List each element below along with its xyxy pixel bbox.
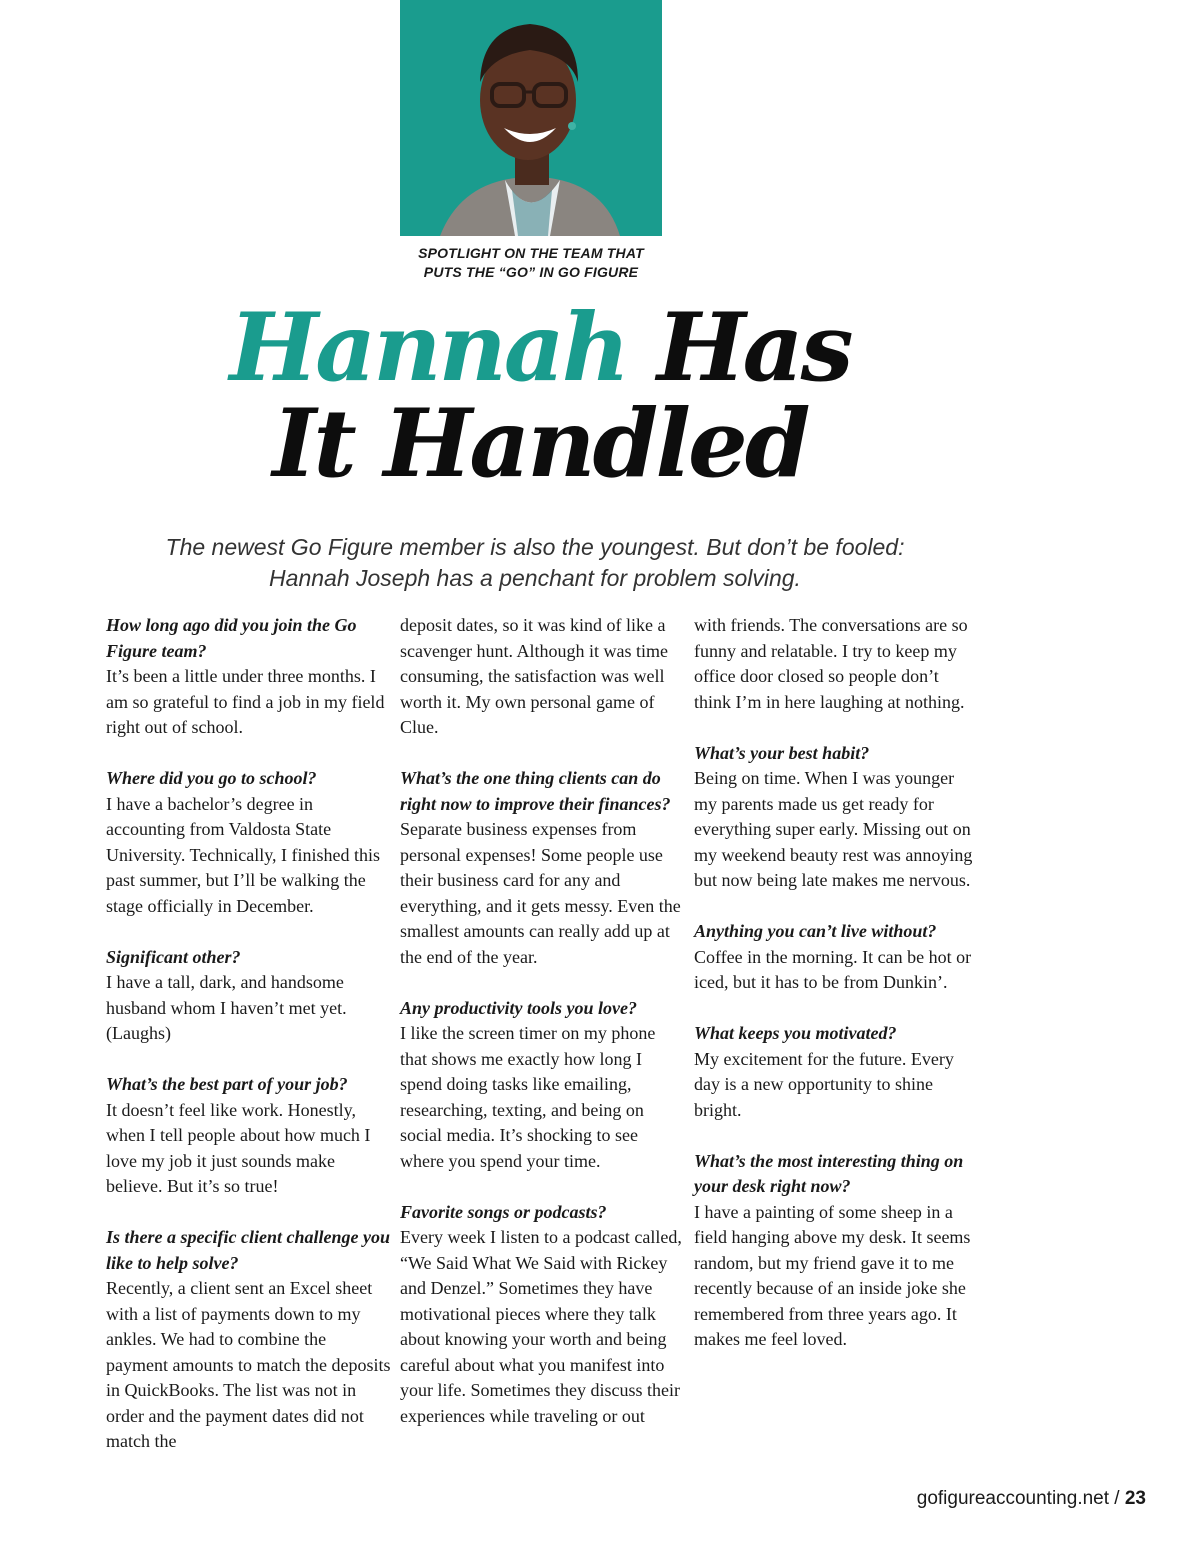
qa-item — [694, 1021, 979, 1123]
qa-item — [400, 1200, 685, 1430]
qa-item — [400, 613, 685, 741]
article-headline — [0, 293, 1080, 499]
page-number: 23 — [1124, 1488, 1146, 1509]
headline-line-2: It Handled — [272, 389, 808, 499]
answer: Coffee in the morning. It can be hot or iced, but it has to be from Dunkin’. — [694, 946, 972, 992]
qa-item — [400, 766, 685, 970]
question: Significant other? — [106, 946, 241, 967]
text-column-2 — [400, 613, 685, 1455]
qa-item — [694, 613, 979, 715]
text-column-3 — [694, 613, 979, 1378]
deck-line-2: Hannah Joseph has a penchant for problem solving. — [269, 565, 801, 591]
section-kicker — [380, 244, 682, 282]
answer-continued: deposit dates, so it was kind of like a scavenger hunt. Although it was time consuming, the satisfaction was well worth it. My own personal game of Clue. — [400, 615, 668, 737]
question: What’s the best part of your job? — [106, 1074, 348, 1094]
headline-line-1 — [0, 293, 1080, 403]
answer: My excitement for the future. Every day is a new opportunity to shine bright. — [694, 1048, 954, 1120]
article-deck — [100, 532, 970, 594]
question: What keeps you motivated? — [694, 1023, 897, 1043]
answer: Recently, a client sent an Excel sheet with a list of payments down to my ankles. We had to combine the payment amounts to match the deposits in QuickBooks. The list was not in order and the payment dates did not match the — [106, 1278, 391, 1451]
question: What’s the one thing clients can do right now to improve their finances? — [400, 768, 671, 814]
footer-website: gofigureaccounting.net — [916, 1488, 1110, 1509]
question: Where did you go to school? — [106, 768, 317, 788]
qa-item — [106, 1225, 391, 1455]
page-footer — [917, 1488, 1146, 1510]
headline-accent-word: Hannah — [229, 293, 628, 403]
deck-line-1: The newest Go Figure member is also the youngest. But don’t be fooled: — [165, 534, 905, 560]
question: Favorite songs or podcasts? — [400, 1201, 607, 1222]
qa-item — [106, 766, 391, 919]
qa-item — [694, 919, 979, 996]
answer: Separate business expenses from personal expenses! Some people use their business card for any and everything, and it gets messy. Even the smallest amounts can really add up at the end of the year. — [400, 819, 681, 967]
qa-item — [106, 945, 391, 1047]
headline-word-has: Has — [656, 293, 851, 403]
footer-separator: / — [1109, 1488, 1125, 1509]
qa-item — [106, 1072, 391, 1200]
answer: Being on time. When I was younger my parents made us get ready for everything super early. Missing out on my weekend beauty rest was annoying but now being late makes me nervous. — [694, 768, 973, 890]
text-column-1 — [106, 613, 391, 1480]
answer: I have a painting of some sheep in a field hanging above my desk. It seems random, but my friend gave it to me recently because of an inside joke she remembered from three years ago. It makes me feel loved. — [694, 1201, 971, 1349]
question: Is there a specific client challenge you like to help solve? — [106, 1227, 390, 1273]
qa-item — [694, 741, 979, 894]
qa-item — [106, 613, 391, 741]
answer: I have a bachelor’s degree in accounting from Valdosta State University. Technically, I finished this past summer, but I’ll be walking the stage officially in December. — [106, 793, 381, 916]
question: Anything you can’t live without? — [694, 921, 937, 941]
answer-continued: with friends. The conversations are so funny and relatable. I try to keep my office door closed so people don’t think I’m in here laughing at nothing. — [694, 615, 968, 712]
answer: It’s been a little under three months. I am so grateful to find a job in my field right out of school. — [106, 666, 385, 737]
question: How long ago did you join the Go Figure team? — [106, 615, 357, 661]
qa-item — [694, 1149, 979, 1353]
portrait-photo — [400, 0, 662, 236]
answer: I like the screen timer on my phone that shows me exactly how long I spend doing tasks like emailing, researching, texting, and being on social media. It’s shocking to see where you spend your time. — [400, 1023, 656, 1171]
kicker-line-1: SPOTLIGHT ON THE TEAM THAT — [418, 245, 644, 261]
answer: I have a tall, dark, and handsome husband whom I haven’t met yet. (Laughs) — [106, 972, 347, 1043]
qa-item — [400, 996, 685, 1175]
answer: Every week I listen to a podcast called, “We Said What We Said with Rickey and Denzel.” Sometimes they have motivational pieces where they talk about knowing your worth and being careful about what you manifest into your life. Sometimes they discuss their experiences while traveling or out — [400, 1227, 682, 1426]
question: What’s your best habit? — [694, 742, 870, 763]
question: What’s the most interesting thing on your desk right now? — [694, 1150, 964, 1196]
question: Any productivity tools you love? — [400, 997, 637, 1018]
portrait-illustration — [400, 0, 662, 236]
answer: It doesn’t feel like work. Honestly, when I tell people about how much I love my job it just sounds make believe. But it’s so true! — [106, 1099, 371, 1196]
kicker-line-2: PUTS THE “GO” IN GO FIGURE — [423, 264, 639, 280]
